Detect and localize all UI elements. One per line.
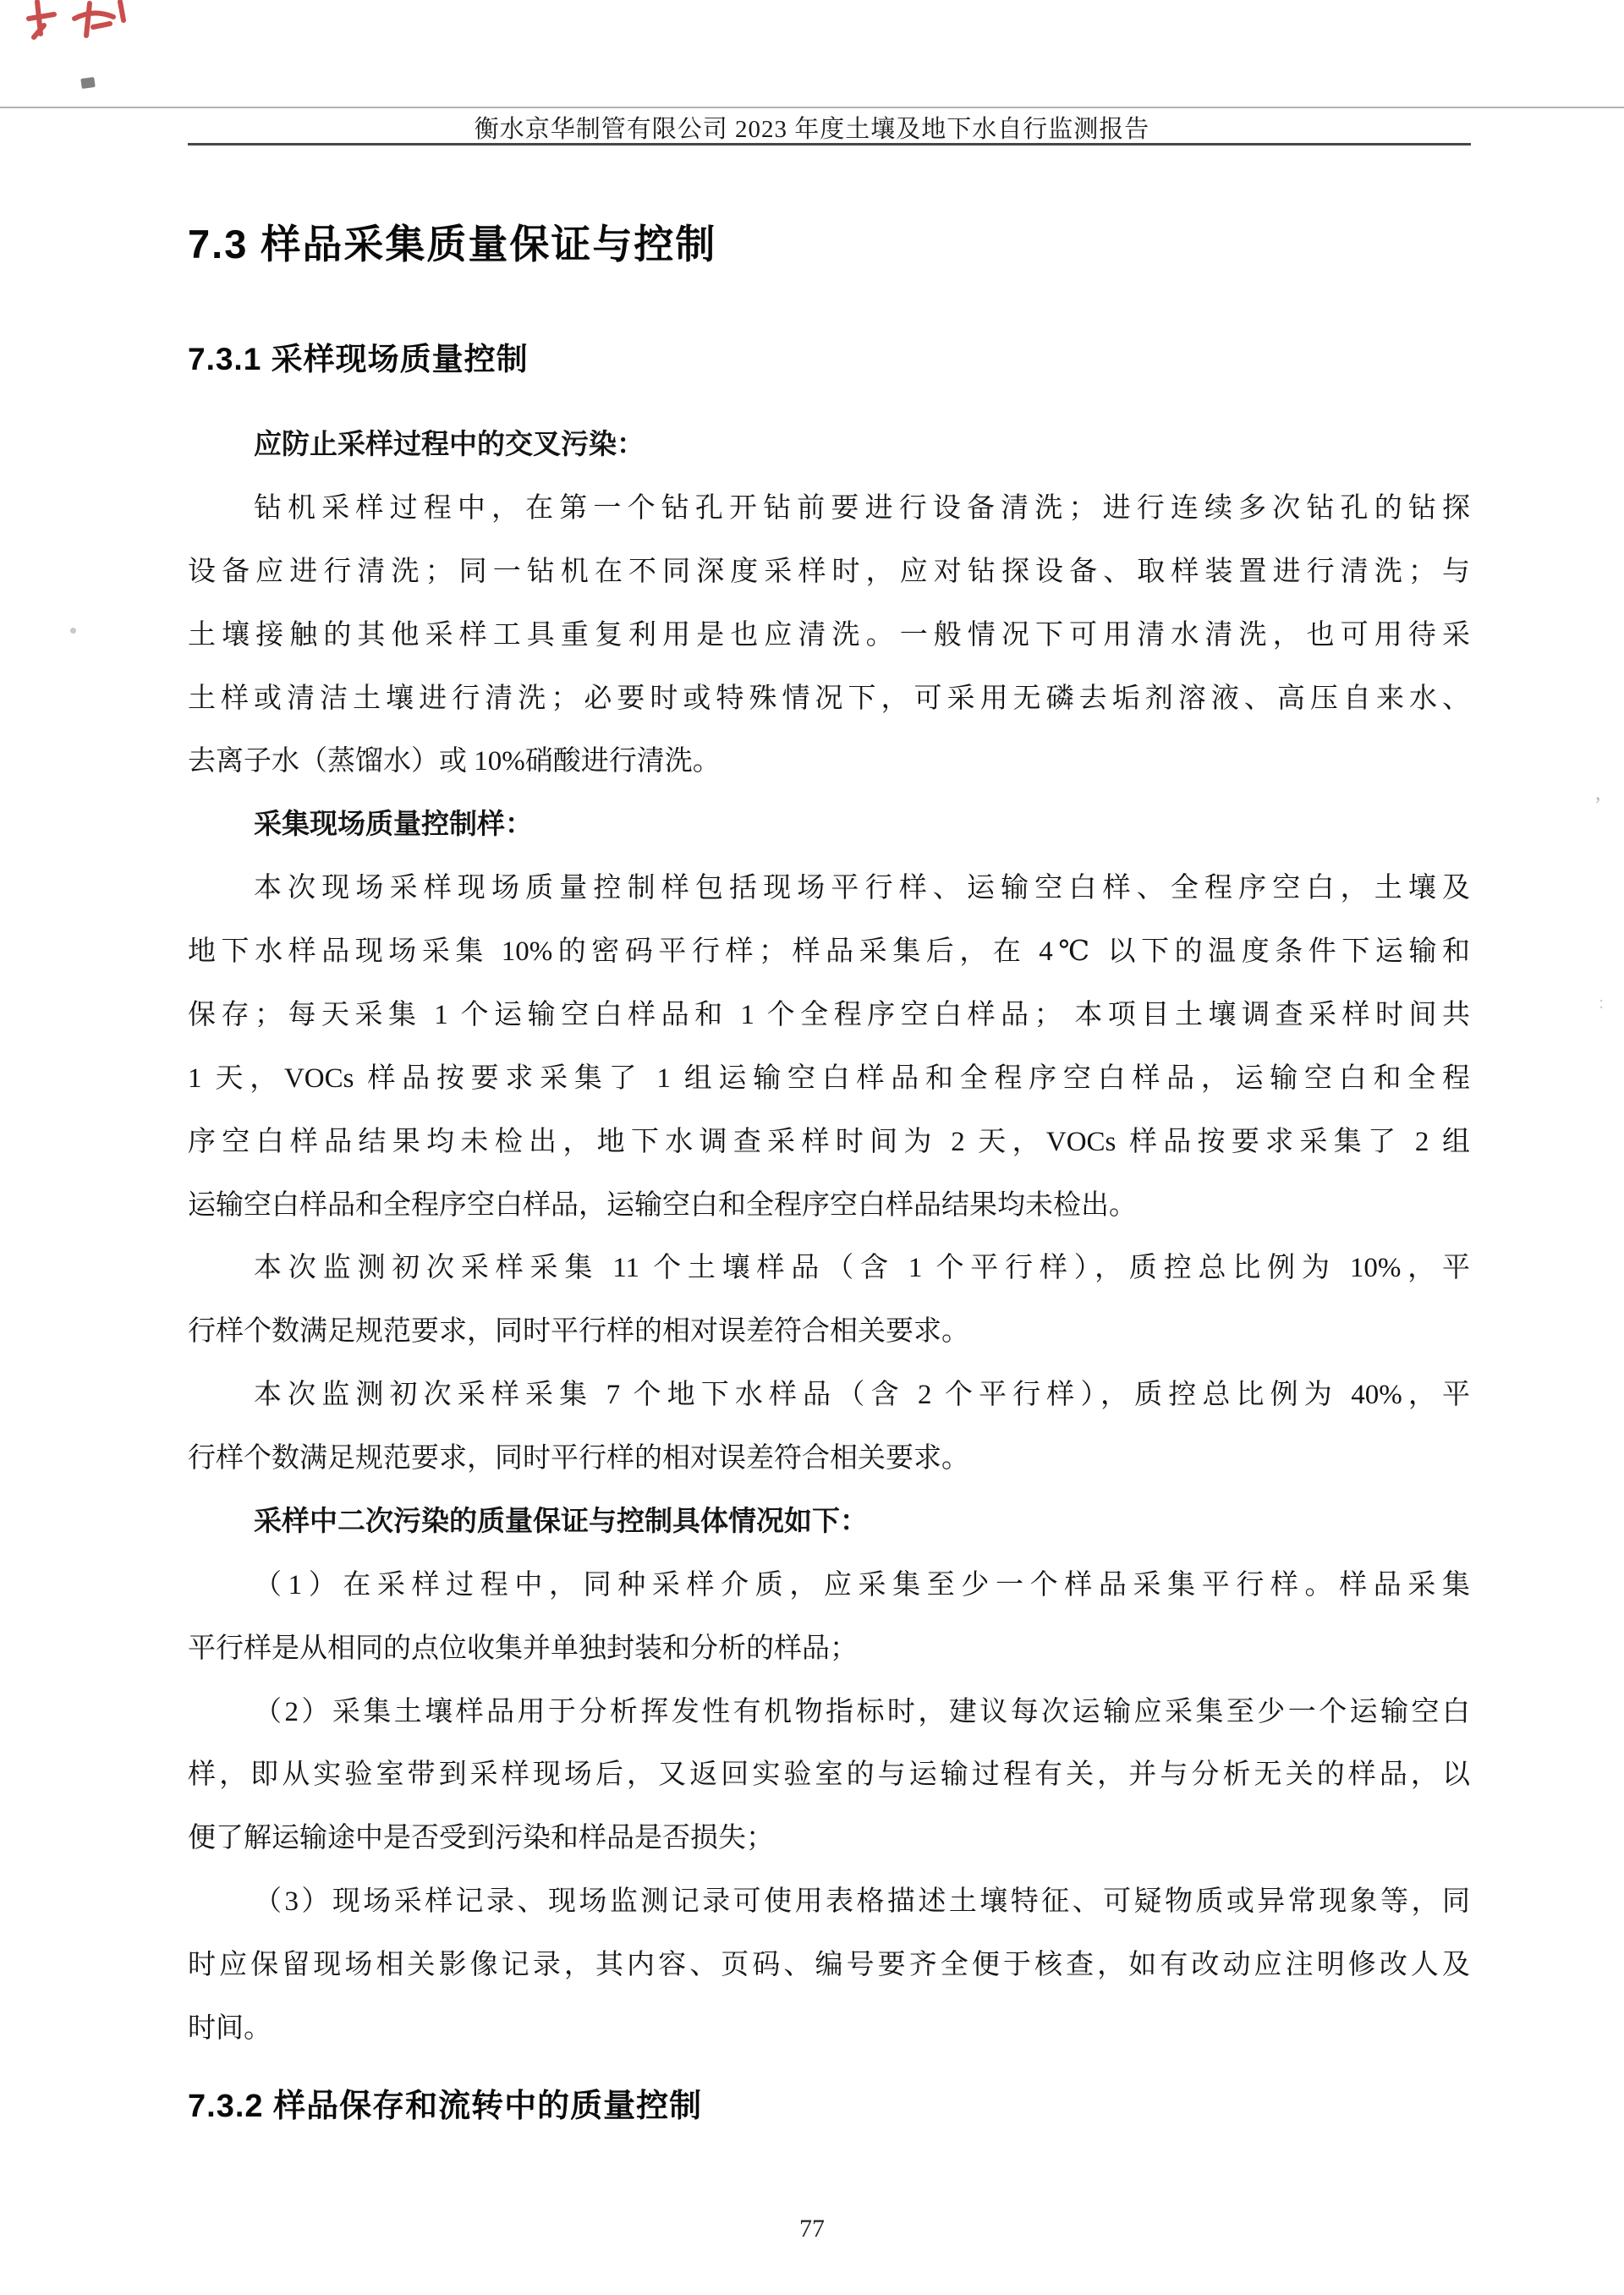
- section-heading-7-3-1: 7.3.1 采样现场质量控制: [188, 342, 529, 376]
- body-line: 样，即从实验室带到采样现场后，又返回实验室的与运输过程有关，并与分析无关的样品，以: [188, 1760, 1470, 1791]
- body-line: 平行样是从相同的点位收集并单独封装和分析的样品；: [188, 1633, 858, 1664]
- header-top-rule: [0, 107, 1624, 108]
- body-line: （2）采集土壤样品用于分析挥发性有机物指标时，建议每次运输应采集至少一个运输空白: [254, 1696, 1470, 1727]
- header-underline: [188, 143, 1471, 145]
- body-line: 运输空白样品和全程序空白样品，运输空白和全程序空白样品结果均未检出。: [188, 1189, 1137, 1221]
- page-number: 77: [799, 2215, 825, 2243]
- red-stamp-artifact: [25, 0, 135, 59]
- body-line: 本次现场采样现场质量控制样包括现场平行样、运输空白样、全程序空白，土壤及: [254, 873, 1470, 904]
- body-line: 设备应进行清洗；同一钻机在不同深度采样时，应对钻探设备、取样装置进行清洗；与: [188, 556, 1470, 587]
- body-line: 采集现场质量控制样：: [254, 810, 533, 841]
- body-line: 应防止采样过程中的交叉污染：: [254, 430, 645, 460]
- body-line: （1）在采样过程中，同种采样介质，应采集至少一个样品采集平行样。样品采集: [254, 1569, 1470, 1600]
- body-line: 行样个数满足规范要求，同时平行样的相对误差符合相关要求。: [188, 1443, 969, 1474]
- body-line: 地下水样品现场采集 10%的密码平行样；样品采集后，在 4℃ 以下的温度条件下运输和: [188, 936, 1470, 967]
- body-line: 时应保留现场相关影像记录，其内容、页码、编号要齐全便于核查，如有改动应注明修改人及: [188, 1950, 1470, 1980]
- section-heading-7-3-2: 7.3.2 样品保存和流转中的质量控制: [188, 2089, 703, 2124]
- body-line: 土样或清洁土壤进行清洗；必要时或特殊情况下，可采用无磷去垢剂溶液、高压自来水、: [188, 683, 1470, 714]
- body-line: 行样个数满足规范要求，同时平行样的相对误差符合相关要求。: [188, 1316, 969, 1348]
- body-line: 本次监测初次采样采集 11 个土壤样品（含 1 个平行样），质控总比例为 10%，平: [254, 1253, 1470, 1284]
- scan-artifact: :: [1599, 991, 1605, 1013]
- running-header: 衡水京华制管有限公司 2023 年度土壤及地下水自行监测报告: [474, 116, 1150, 143]
- scan-artifact: [70, 628, 76, 634]
- section-heading-7-3: 7.3 样品采集质量保证与控制: [188, 222, 717, 266]
- body-line: 便了解运输途中是否受到污染和样品是否损失；: [188, 1823, 774, 1854]
- body-line: 本次监测初次采样采集 7 个地下水样品（含 2 个平行样），质控总比例为 40%，平: [254, 1380, 1470, 1411]
- body-line: 保存；每天采集 1 个运输空白样品和 1 个全程序空白样品； 本项目土壤调查采样时间共: [188, 999, 1470, 1030]
- body-line: 时间。: [188, 2012, 272, 2044]
- body-line: 1 天，VOCs 样品按要求采集了 1 组运输空白样品和全程序空白样品，运输空白和全程: [188, 1062, 1470, 1094]
- body-text: [188, 414, 1470, 2061]
- scan-artifact: [80, 77, 96, 89]
- body-line: （3）现场采样记录、现场监测记录可使用表格描述土壤特征、可疑物质或异常现象等，同: [254, 1886, 1470, 1918]
- body-line: 序空白样品结果均未检出，地下水调查采样时间为 2 天，VOCs 样品按要求采集了 2 组: [188, 1126, 1470, 1157]
- body-line: 采样中二次污染的质量保证与控制具体情况如下：: [254, 1506, 868, 1537]
- body-line: 土壤接触的其他采样工具重复利用是也应清洗。一般情况下可用清水清洗，也可用待采: [188, 619, 1470, 651]
- body-line: 钻机采样过程中，在第一个钻孔开钻前要进行设备清洗；进行连续多次钻孔的钻探: [254, 492, 1470, 524]
- body-line: 去离子水（蒸馏水）或 10%硝酸进行清洗。: [188, 746, 721, 777]
- scan-artifact: ,: [1595, 780, 1601, 804]
